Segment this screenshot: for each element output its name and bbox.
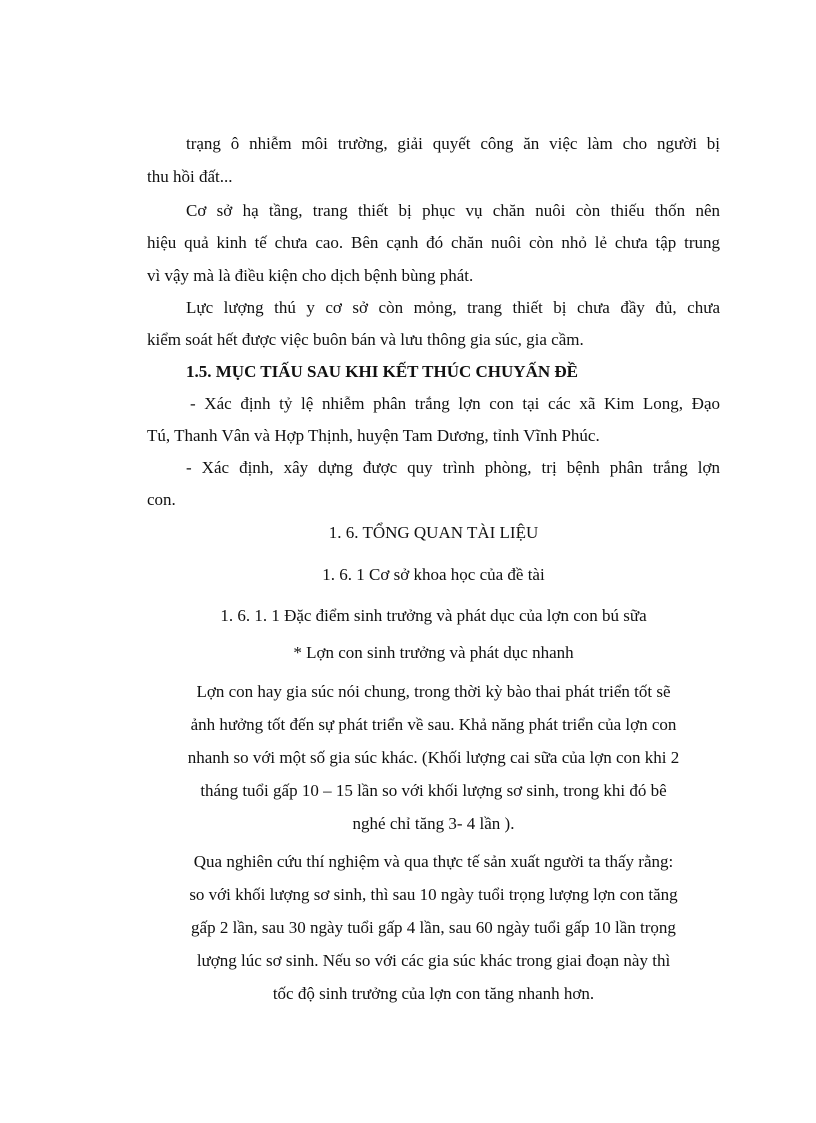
text-line: kiểm soát hết được việc buôn bán và lưu thông gia súc, gia cầm. xyxy=(147,330,584,349)
subsection-heading: 1. 6. 1. 1 Đặc điểm sinh trưởng và phát dục của lợn con bú sữa xyxy=(220,606,647,625)
text-line: lượng lúc sơ sinh. Nếu so với các gia súc khác trong giai đoạn này thì xyxy=(196,951,671,970)
text-line: gấp 2 lần, sau 30 ngày tuổi gấp 4 lần, sau 60 ngày tuổi gấp 10 lần trọng xyxy=(191,918,676,937)
text-line: nghé chỉ tăng 3- 4 lần ). xyxy=(352,814,515,833)
text-line: hiệu quả kinh tế chưa cao. Bên cạnh đó chăn nuôi còn nhỏ lẻ chưa tập trung xyxy=(147,233,720,252)
text-line: Qua nghiên cứu thí nghiệm và qua thực tế sản xuất người ta thấy rằng: xyxy=(193,852,674,871)
topic-heading: * Lợn con sinh trưởng và phát dục nhanh xyxy=(293,643,574,662)
section-heading: 1. 6. TỔNG QUAN TÀI LIỆU xyxy=(328,523,539,542)
text-line: con. xyxy=(147,490,176,509)
subsection-heading: 1. 6. 1 Cơ sở khoa học của đề tài xyxy=(322,565,545,584)
text-line: - Xác định tỷ lệ nhiễm phân trắng lợn con tại các xã Kim Long, Đạo xyxy=(190,394,720,413)
text-line: nhanh so với một số gia súc khác. (Khối lượng cai sữa của lợn con khi 2 xyxy=(187,748,680,767)
text-line: ảnh hưởng tốt đến sự phát triển về sau. Khả năng phát triển của lợn con xyxy=(190,715,677,734)
text-line: Lực lượng thú y cơ sở còn mỏng, trang thiết bị chưa đầy đủ, chưa xyxy=(186,298,720,317)
text-line: trạng ô nhiễm môi trường, giải quyết công ăn việc làm cho người bị xyxy=(186,134,720,153)
text-line: tốc độ sinh trưởng của lợn con tăng nhanh hơn. xyxy=(272,984,595,1003)
text-line: Lợn con hay gia súc nói chung, trong thời kỳ bào thai phát triển tốt sẽ xyxy=(196,682,671,701)
text-line: tháng tuổi gấp 10 – 15 lần so với khối lượng sơ sinh, trong khi đó bê xyxy=(200,781,667,800)
text-line: Cơ sở hạ tầng, trang thiết bị phục vụ chăn nuôi còn thiếu thốn nên xyxy=(186,201,720,220)
text-line: - Xác định, xây dựng được quy trình phòng, trị bệnh phân trắng lợn xyxy=(186,458,720,477)
text-line: Tú, Thanh Vân và Hợp Thịnh, huyện Tam Dương, tỉnh Vĩnh Phúc. xyxy=(147,426,600,445)
text-line: so với khối lượng sơ sinh, thì sau 10 ngày tuổi trọng lượng lợn con tăng xyxy=(189,885,678,904)
text-line: thu hồi đất... xyxy=(147,167,233,186)
text-line: vì vậy mà là điều kiện cho dịch bệnh bùng phát. xyxy=(147,266,474,285)
section-heading: 1.5. MỤC TIẤU SAU KHI KẾT THÚC CHUYẤN ĐỀ xyxy=(186,362,578,381)
